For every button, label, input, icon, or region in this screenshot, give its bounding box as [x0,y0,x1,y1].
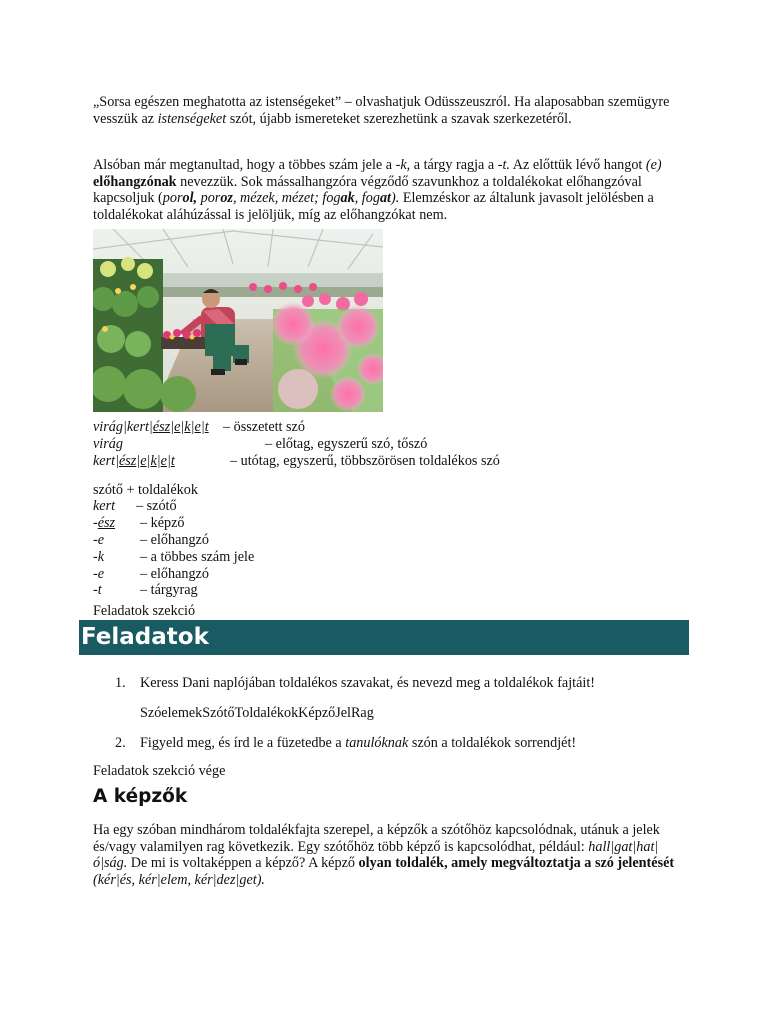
m3-kert: kert [93,453,116,469]
p2-text-f: nevezzük. Sok mássalhangzóra végződő szavunkhoz a toldalékokat előhangzóval kapcsoljuk ( [93,173,642,206]
segment-code: -k [93,549,105,565]
p2-ex1b: ol, [182,190,198,206]
intro-text-end: szót, újabb ismereteket szerezhetünk a szavak szerkezetéről. [226,110,572,127]
m1-t: t [204,419,209,435]
p2-t: -t. [497,157,510,173]
segment-code: -e [93,566,105,582]
task-1-text: Keress Dani naplójában toldalékos szavakat, és nevezd meg a toldalékok fajtáit! [140,675,596,691]
m1-virag: virág [93,419,123,435]
m1-e: e [174,419,181,435]
segment-code: -t [93,582,102,598]
elohangzo-paragraph [93,157,683,223]
task-tags: SzóelemekSzótőToldalékokKépzőJelRag [140,705,374,721]
intro-paragraph [93,94,683,127]
section-end-label: Feladatok szekció vége [93,763,226,779]
p2-text-g: Elemzéskor az általunk javasolt jelölésben a toldalékokat aláhúzással is jelöljük, míg az előhangzókat nem. [93,190,654,223]
greenhouse-photo [93,229,383,412]
kepzok-paragraph [93,822,683,888]
m3-e: e [140,453,147,469]
segment-code-underlined: ész [97,515,116,531]
p2-ex2b: oz [220,190,233,206]
p2-ex1a: por [162,190,183,206]
p2-text-c: Az előttük lévő hangot [509,157,646,173]
morph-line1-desc: – összetett szó [223,419,305,435]
task-2-text-a: Figyeld meg, és írd le a füzetedbe a [140,735,346,751]
segment-desc: – előhangzó [140,532,209,548]
p2-text-b: a tárgy ragja a [410,157,498,173]
segment-code: -ész [93,515,116,531]
kepzok-heading: A képzők [93,786,188,807]
m1-esz: ész [152,419,171,435]
m3-t: t [170,453,175,469]
morph-line2-word: virág [93,436,123,452]
p2-ex5a: at [379,190,391,206]
m1-kert: kert [126,419,149,435]
task-2-text [140,735,576,752]
m3-k: k [150,453,157,469]
kepzok-example-2: (kér|és, kér|elem, kér|dez|get). [93,871,265,888]
banner-title: Feladatok [81,624,209,650]
segment-desc: – képző [140,515,185,531]
kepzok-text-b: De mi is voltaképpen a képző? A képző [127,855,359,871]
task-2-number: 2. [115,735,126,751]
task-1-number: 1. [115,675,126,691]
p2-ex4b: , fog [354,190,380,206]
intro-text: „Sorsa egészen meghatotta az istenségeket” – olvashatjuk Odüsszeuszról. Ha alaposabban szemügyre vesszük az [93,94,670,127]
intro-emphasis: istenségeket [157,110,227,127]
kepzok-definition: olyan toldalék, amely megváltoztatja a szó jelentését [358,855,675,871]
segments-header: szótő + toldalékok [93,482,198,498]
p2-text-a: Alsóban már megtanultad, hogy a többes szám jele a [93,157,396,173]
p2-e: (e) [645,157,662,173]
p2-ex5b: ). [390,190,400,206]
p2-ex4a: ak [340,190,355,206]
segment-desc: – a többes szám jele [140,549,255,565]
p2-examples [163,190,400,206]
m3-e2: e [160,453,167,469]
morph-line3-word: kert|ész|e|k|e|t [93,453,175,469]
m1-e2: e [194,419,201,435]
p2-ex3: , mézek, mézet; fog [232,190,341,206]
section-start-label: Feladatok szekció [93,603,196,619]
p2-k: -k, [395,157,411,173]
segment-desc: – előhangzó [140,566,209,582]
m1-k: k [184,419,191,435]
morph-line-2 [93,436,428,453]
kepzok-example: hall|gat|hat|ó|ság. [93,838,659,871]
m3-esz: ész [118,453,137,469]
morph-line3-desc: – utótag, egyszerű, többszörösen toldalékos szó [230,453,500,469]
task-2-emphasis: tanulóknak [345,735,409,751]
segment-desc: – szótő [136,498,177,514]
kepzok-text-a: Ha egy szóban mindhárom toldalékfajta szerepel, a képzők a szótőhöz kapcsolódnak, utánuk a jelek és/vagy valamilyen rag következik. Egy szótőhöz több képző is kapcsolódhat, például: [93,822,660,855]
morph-line-1 [93,419,305,436]
morph-line-3 [93,453,500,470]
feladatok-banner [79,620,689,655]
morph-line2-desc: – előtag, egyszerű szó, tőszó [265,436,428,452]
task-2-text-b: szón a toldalékok sorrendjét! [408,735,577,751]
segment-code: kert [93,498,116,514]
p2-ex2a: por [197,190,221,206]
morph-line1-word: virág|kert|ész|e|k|e|t [93,419,209,435]
segment-desc: – tárgyrag [140,582,198,598]
segment-code: -e [93,532,105,548]
p2-bold-term: előhangzónak [93,173,177,190]
